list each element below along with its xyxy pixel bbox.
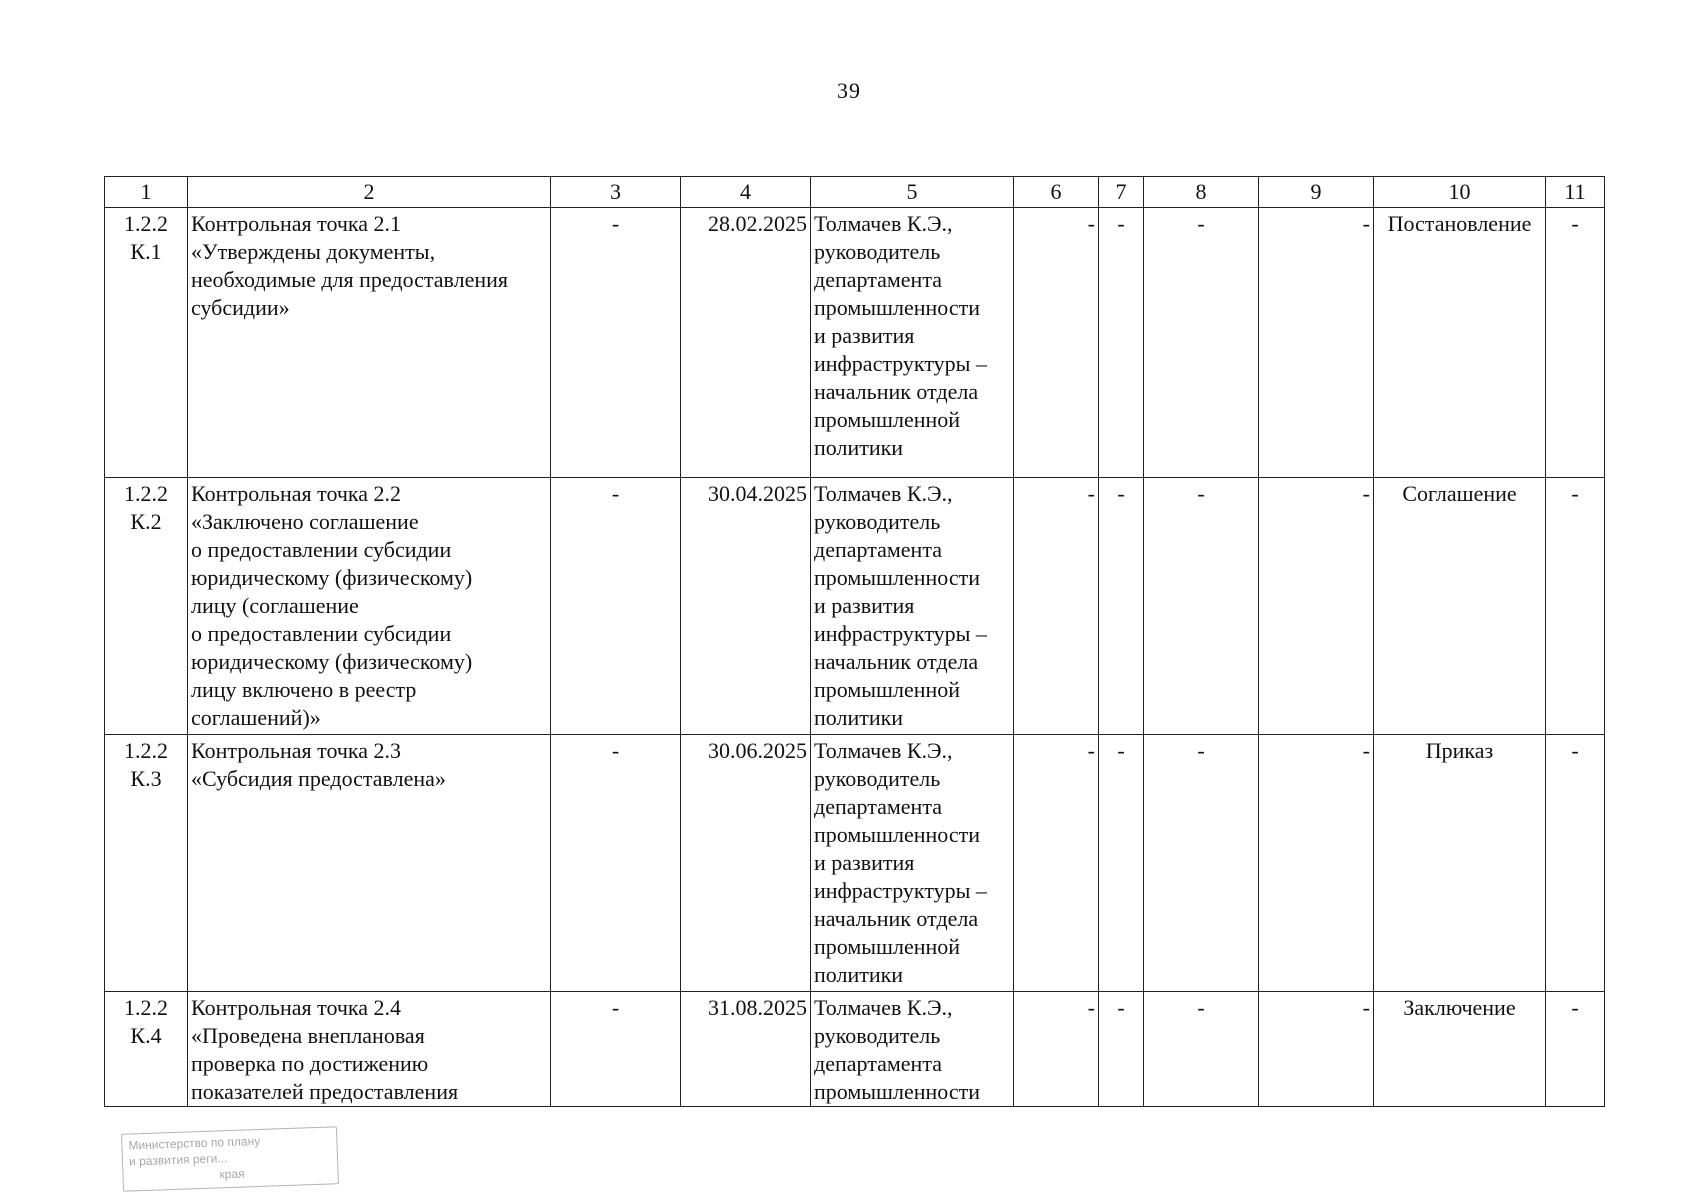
responsible-person: Толмачев К.Э., руководитель департамента промышленности и развития инфраструктуры – начальник отдела промышленной политики xyxy=(811,735,1014,992)
cell-col7: - xyxy=(1099,992,1144,1107)
row-number: 1.2.2 К.1 xyxy=(105,208,188,478)
table-row xyxy=(105,735,1605,992)
stamp-line: края xyxy=(219,1166,245,1182)
cell-col9: - xyxy=(1259,735,1374,992)
document-type: Приказ xyxy=(1374,735,1546,992)
responsible-person: Толмачев К.Э., руководитель департамента промышленности и развития инфраструктуры – начальник отдела промышленной политики xyxy=(811,208,1014,478)
cell-col9: - xyxy=(1259,478,1374,735)
control-point-title: Контрольная точка 2.4 «Проведена внеплановая проверка по достижению показателей предоставления xyxy=(188,992,551,1107)
column-header: 6 xyxy=(1014,177,1099,208)
column-header: 5 xyxy=(811,177,1014,208)
cell-col9: - xyxy=(1259,992,1374,1107)
cell-col7: - xyxy=(1099,735,1144,992)
responsible-person: Толмачев К.Э., руководитель департамента промышленности xyxy=(811,992,1014,1107)
control-point-title: Контрольная точка 2.2 «Заключено соглашение о предоставлении субсидии юридическому (физическому) лицу (соглашение о предоставлении субсидии юридическому (физическому) лицу включено в реестр соглашений)» xyxy=(188,478,551,735)
column-header: 7 xyxy=(1099,177,1144,208)
cell-col3: - xyxy=(551,208,681,478)
row-number: 1.2.2 К.4 xyxy=(105,992,188,1107)
due-date: 28.02.2025 xyxy=(681,208,811,478)
column-header: 8 xyxy=(1144,177,1259,208)
cell-col6: - xyxy=(1014,208,1099,478)
due-date: 31.08.2025 xyxy=(681,992,811,1107)
row-number: 1.2.2 К.3 xyxy=(105,735,188,992)
table-header-row xyxy=(105,177,1605,208)
responsible-person: Толмачев К.Э., руководитель департамента промышленности и развития инфраструктуры – начальник отдела промышленной политики xyxy=(811,478,1014,735)
stamp-line: Министерство по плану xyxy=(128,1133,261,1153)
cell-col11: - xyxy=(1546,208,1605,478)
control-points-table xyxy=(104,176,1605,1107)
stamp-line: и развития реги... xyxy=(128,1151,228,1169)
cell-col3: - xyxy=(551,735,681,992)
document-type: Соглашение xyxy=(1374,478,1546,735)
cell-col6: - xyxy=(1014,735,1099,992)
column-header: 11 xyxy=(1546,177,1605,208)
cell-col8: - xyxy=(1144,208,1259,478)
table-row xyxy=(105,478,1605,735)
cell-col9: - xyxy=(1259,208,1374,478)
cell-col3: - xyxy=(551,478,681,735)
column-header: 3 xyxy=(551,177,681,208)
column-header: 2 xyxy=(188,177,551,208)
row-number: 1.2.2 К.2 xyxy=(105,478,188,735)
page-number: 39 xyxy=(837,78,861,103)
table-row xyxy=(105,992,1605,1107)
table-row xyxy=(105,208,1605,478)
cell-col7: - xyxy=(1099,208,1144,478)
cell-col11: - xyxy=(1546,992,1605,1107)
control-point-title: Контрольная точка 2.1 «Утверждены документы, необходимые для предоставления субсидии» xyxy=(188,208,551,478)
cell-col3: - xyxy=(551,992,681,1107)
column-header: 1 xyxy=(105,177,188,208)
cell-col6: - xyxy=(1014,478,1099,735)
column-header: 10 xyxy=(1374,177,1546,208)
cell-col8: - xyxy=(1144,992,1259,1107)
cell-col8: - xyxy=(1144,478,1259,735)
document-type: Заключение xyxy=(1374,992,1546,1107)
document-type: Постановление xyxy=(1374,208,1546,478)
column-header: 4 xyxy=(681,177,811,208)
cell-col8: - xyxy=(1144,735,1259,992)
cell-col11: - xyxy=(1546,478,1605,735)
registration-stamp xyxy=(121,1126,339,1192)
cell-col11: - xyxy=(1546,735,1605,992)
due-date: 30.06.2025 xyxy=(681,735,811,992)
due-date: 30.04.2025 xyxy=(681,478,811,735)
control-point-title: Контрольная точка 2.3 «Субсидия предоставлена» xyxy=(188,735,551,992)
cell-col6: - xyxy=(1014,992,1099,1107)
cell-col7: - xyxy=(1099,478,1144,735)
column-header: 9 xyxy=(1259,177,1374,208)
